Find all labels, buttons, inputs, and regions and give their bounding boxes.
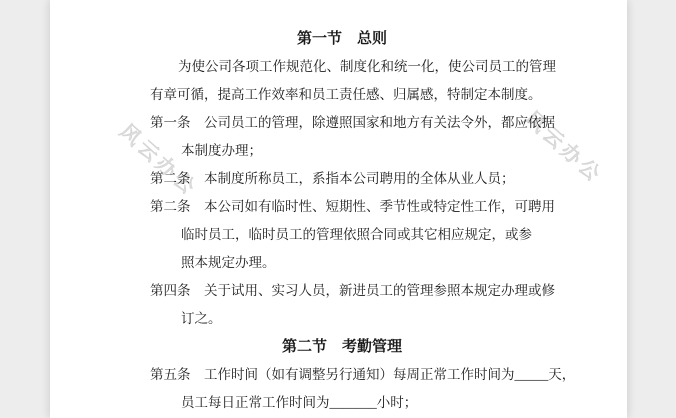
section-heading: 第一节 总则 xyxy=(296,31,387,47)
document-page xyxy=(50,0,627,418)
text-line: 第二条 本公司如有临时性、短期性、季节性或特定性工作，可聘用 xyxy=(150,199,555,214)
section-heading: 第二节 考勤管理 xyxy=(281,339,402,355)
watermark-text: 风云办公 xyxy=(520,107,607,189)
text-line: 第一条 公司员工的管理，除遵照国家和地方有关法令外，都应依据 xyxy=(150,115,555,130)
text-line: 员工每日正常工作时间为_______小时； xyxy=(181,395,418,410)
text-line: 订之。 xyxy=(181,311,222,326)
text-line: 照本规定办理。 xyxy=(181,255,276,270)
text-line: 第四条 关于试用、实习人员，新进员工的管理参照本规定办理或修 xyxy=(150,283,555,298)
watermark-text: 风云办公 xyxy=(115,120,202,202)
text-line: 临时员工，临时员工的管理依照合同或其它相应规定，或参 xyxy=(181,227,532,242)
text-line: 有章可循，提高工作效率和员工责任感、归属感，特制定本制度。 xyxy=(150,87,542,102)
text-line: 为使公司各项工作规范化、制度化和统一化，使公司员工的管理 xyxy=(178,59,556,74)
text-line: 第五条 工作时间（如有调整另行通知）每周正常工作时间为_____天， xyxy=(150,367,576,382)
text-line: 第二条 本制度所称员工，系指本公司聘用的全体从业人员； xyxy=(150,171,515,186)
text-line: 本制度办理； xyxy=(181,143,262,158)
